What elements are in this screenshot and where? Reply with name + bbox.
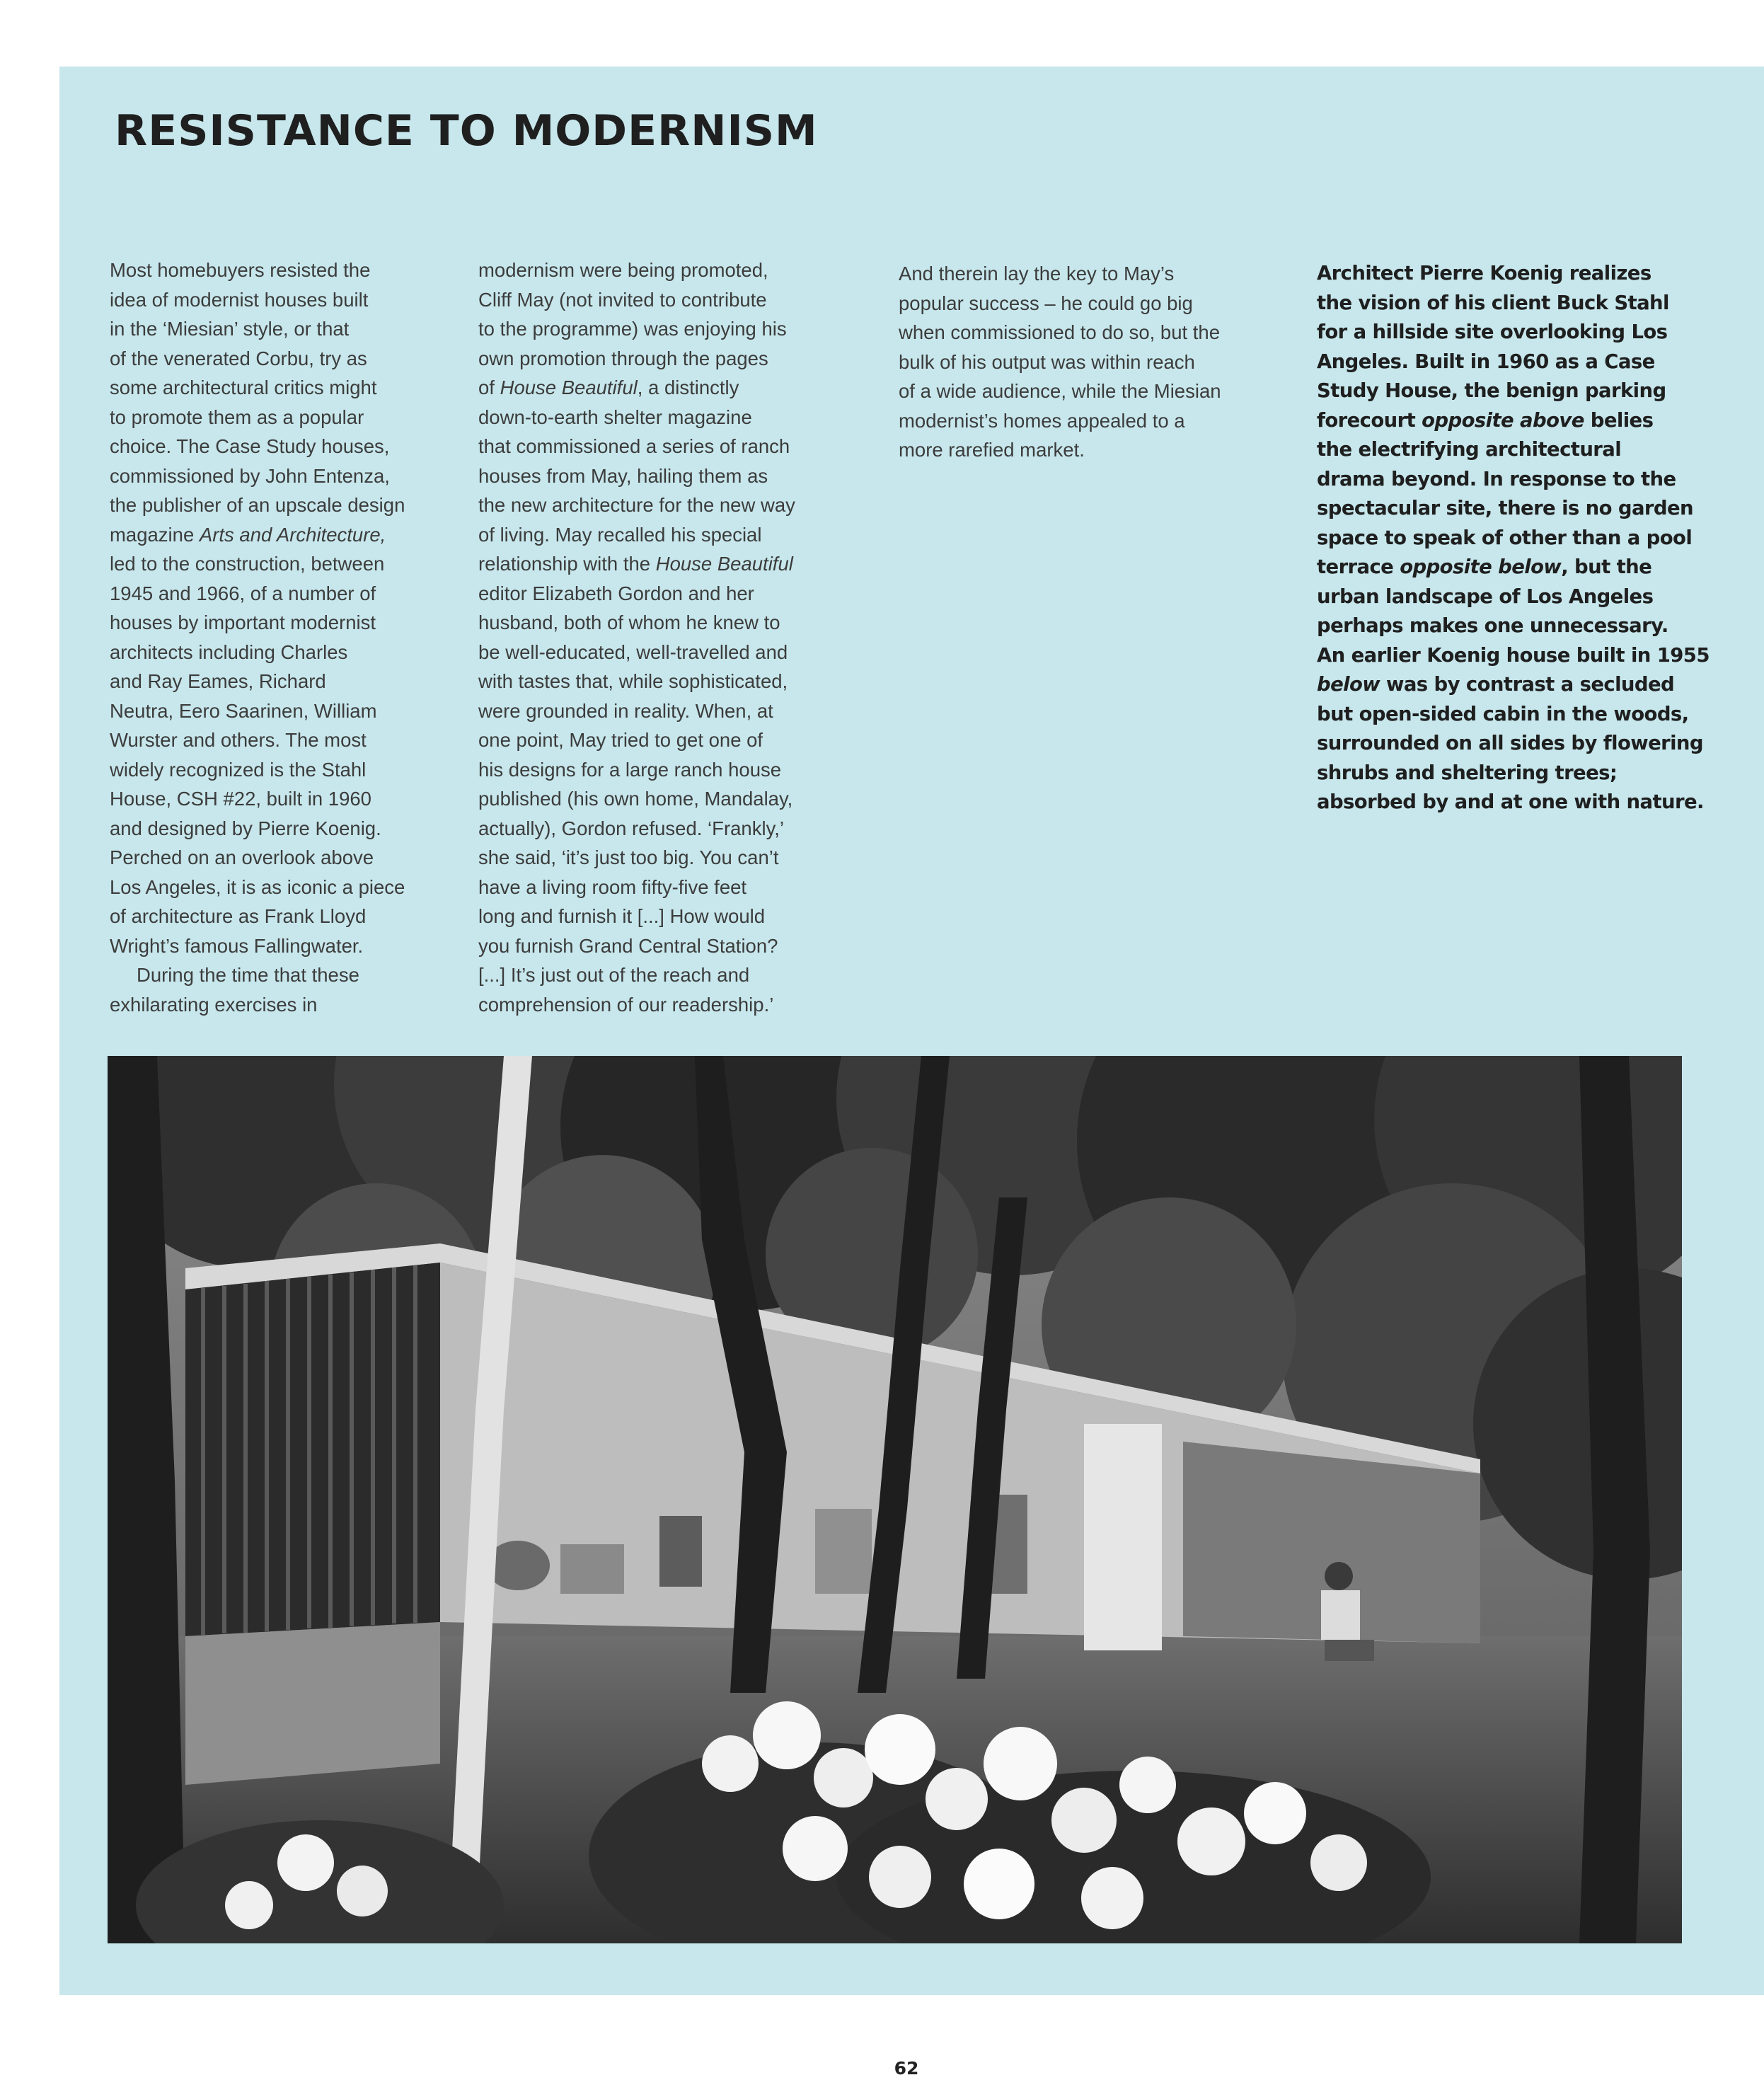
text-line: published (his own home, Mandalay, [478,788,793,810]
text-line: editor Elizabeth Gordon and her [478,582,754,604]
text-line: Neutra, Eero Saarinen, William [110,699,377,722]
text-line: down-to-earth shelter magazine [478,406,752,428]
photo-illustration [108,1056,1682,1943]
caption-line: drama beyond. In response to the [1317,467,1676,490]
text-line: [...] It’s just out of the reach and [478,964,750,986]
text-line: one point, May tried to get one of [478,729,763,751]
caption-line: for a hillside site overlooking Los [1317,321,1668,343]
text-line: Cliff May (not invited to contribute [478,288,767,311]
text-line: houses by important modernist [110,611,376,633]
caption-line: shrubs and sheltering trees; [1317,761,1618,784]
text-line: own promotion through the pages [478,347,768,369]
text-line: commissioned by John Entenza, [110,464,390,487]
caption-line: absorbed by and at one with nature. [1317,791,1704,813]
caption-fragment: terrace [1317,556,1400,578]
text-line: husband, both of whom he knew to [478,611,780,633]
magazine-title-arts-and-architecture: Arts and Architecture, [199,523,386,546]
caption-line [1317,670,1685,700]
body-column-1 [110,255,449,1019]
concrete-foundation [185,1622,440,1785]
text-line: to the programme) was enjoying his [478,318,787,340]
caption-line [1317,406,1685,436]
text-line: of living. May recalled his special [478,523,762,546]
text-line: the publisher of an upscale design [110,494,405,516]
text-line: of architecture as Frank Lloyd [110,905,367,927]
caption-line: the electrifying architectural [1317,438,1622,461]
text-line: led to the construction, between [110,553,385,575]
text-line: And therein lay the key to May’s [899,263,1175,285]
photo-caption [1317,259,1710,817]
text-line: you furnish Grand Central Station? [478,934,778,957]
caption-fragment: was by contrast a secluded [1380,673,1675,696]
caption-fragment: forecourt [1317,408,1422,432]
caption-line: perhaps makes one unnecessary. [1317,614,1668,637]
text-line: she said, ‘it’s just too big. You can’t [478,846,779,868]
text-line: modernist’s homes appealed to a [899,409,1185,432]
text-line: Wright’s famous Fallingwater. [110,934,364,957]
text-line: Most homebuyers resisted the [110,259,371,281]
magazine-title-house-beautiful: House Beautiful [500,377,638,398]
text-line: Wurster and others. The most [110,729,367,751]
caption-line: space to speak of other than a pool [1317,526,1693,549]
text-line: bulk of his output was within reach [899,350,1195,373]
caption-fragment: belies [1584,408,1654,432]
caption-line: the vision of his client Buck Stahl [1317,291,1669,314]
text-fragment: , a distinctly [637,377,739,398]
text-line: that commissioned a series of ranch [478,435,790,457]
text-line: some architectural critics might [110,377,377,398]
text-line: of a wide audience, while the Miesian [899,380,1221,402]
photo-reference-opposite-above: opposite above [1422,408,1584,432]
body-column-2 [478,255,846,1019]
body-column-3 [899,259,1281,465]
article-heading: RESISTANCE TO MODERNISM [115,106,818,156]
text-line: and Ray Eames, Richard [110,670,326,692]
text-line: idea of modernist houses built [110,288,369,311]
corrugated-wall [185,1263,440,1636]
text-line: were grounded in reality. When, at [478,699,773,722]
caption-line [1317,553,1685,582]
text-line: 1945 and 1966, of a number of [110,582,376,604]
text-line: to promote them as a popular [110,406,364,428]
house-in-woods-photo [108,1056,1682,1943]
text-line: the new architecture for the new way [478,494,795,516]
text-line: of the venerated Corbu, try as [110,347,367,369]
caption-line: An earlier Koenig house built in 1955 [1317,643,1710,667]
text-line: when commissioned to do so, but the [899,321,1221,343]
text-line: widely recognized is the Stahl [110,758,367,781]
text-line: have a living room fifty-five feet [478,875,747,898]
text-line: and designed by Pierre Koenig. [110,817,381,839]
text-line: be well-educated, well-travelled and [478,640,788,663]
text-fragment: relationship with the [478,553,656,575]
caption-line: Architect Pierre Koenig realizes [1317,262,1651,285]
text-line: with tastes that, while sophisticated, [478,670,788,692]
text-line: modernism were being promoted, [478,259,768,281]
text-line: comprehension of our readership.’ [478,993,774,1016]
white-column-wall [1084,1424,1162,1650]
text-line [478,373,846,403]
caption-line: surrounded on all sides by flowering [1317,732,1703,754]
text-line: Perched on an overlook above [110,846,374,868]
text-fragment: of [478,377,500,398]
photo-reference-opposite-below: opposite below [1400,556,1562,578]
text-line: architects including Charles [110,640,348,663]
caption-line: spectacular site, there is no garden [1317,497,1694,519]
magazine-title-house-beautiful: House Beautiful [655,553,793,575]
text-line: in the ‘Miesian’ style, or that [110,318,350,340]
text-line: choice. The Case Study houses, [110,435,390,457]
text-line: popular success – he could go big [899,292,1193,314]
caption-line: but open-sided cabin in the woods, [1317,702,1689,725]
text-line [110,520,449,550]
caption-line: urban landscape of Los Angeles [1317,585,1654,608]
text-line: House, CSH #22, built in 1960 [110,788,371,810]
caption-fragment: , but the [1561,556,1652,578]
caption-line: Angeles. Built in 1960 as a Case [1317,350,1655,373]
text-line: his designs for a large ranch house [478,758,782,781]
text-line: During the time that these [137,964,359,986]
text-line: actually), Gordon refused. ‘Frankly,’ [478,817,785,839]
text-fragment: magazine [110,523,200,546]
text-line: exhilarating exercises in [110,993,318,1016]
caption-line: Study House, the benign parking [1317,379,1666,402]
page-number: 62 [894,2058,919,2079]
text-line: more rarefied market. [899,439,1085,461]
text-line: long and furnish it [...] How would [478,905,766,927]
photo-reference-below: below [1317,673,1380,696]
text-line [478,549,846,579]
text-line: Los Angeles, it is as iconic a piece [110,875,405,898]
text-line: houses from May, hailing them as [478,464,768,487]
